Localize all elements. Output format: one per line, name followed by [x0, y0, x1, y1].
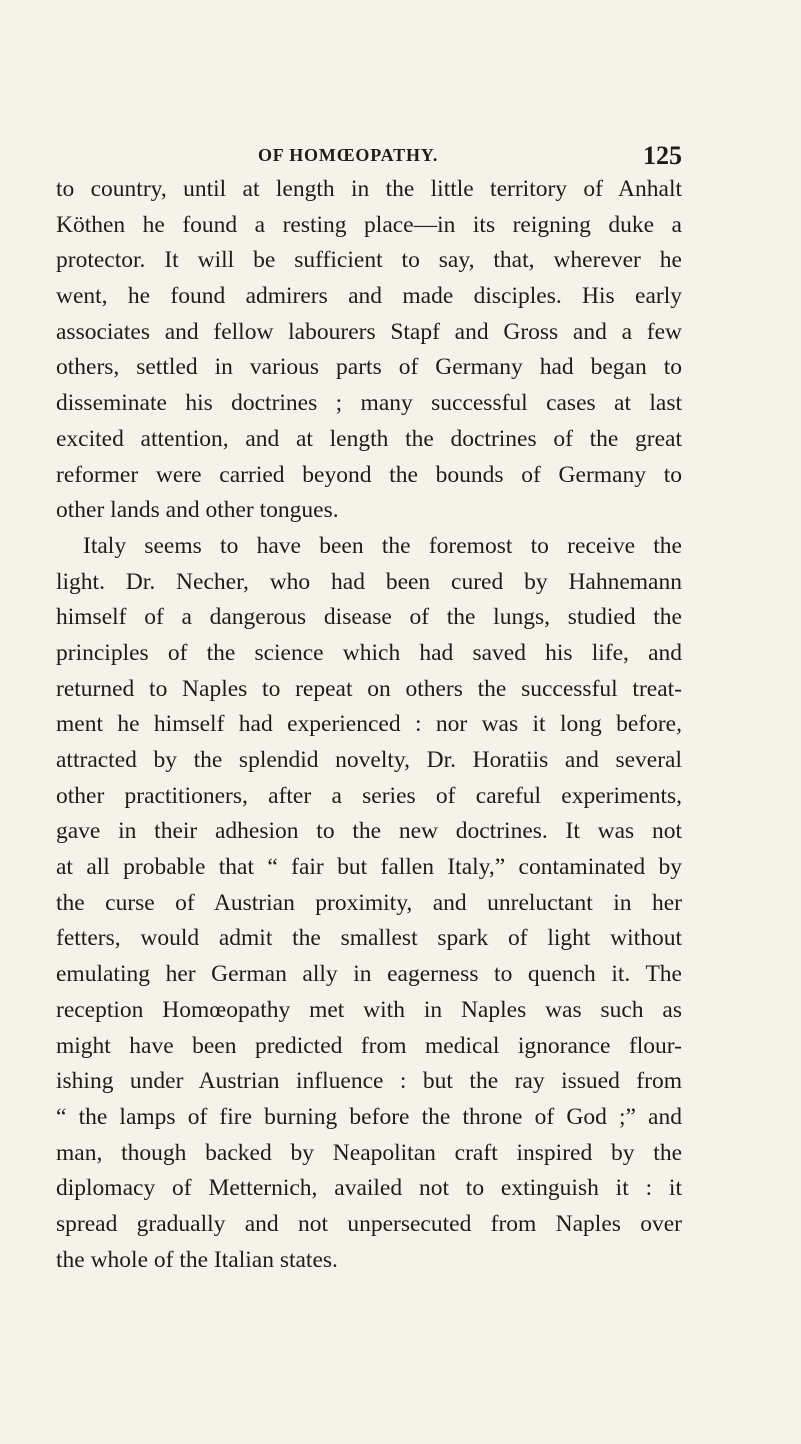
running-title: OF HOMŒOPATHY. — [258, 145, 439, 165]
text-line: principles of the science which had saved his life, and — [56, 639, 682, 666]
text-line: emulating her German ally in eagerness to quench it. The — [56, 961, 682, 988]
text-line: disseminate his doctrines ; many successful cases at last — [56, 390, 682, 417]
paragraph-start-line: Italy seems to have been the foremost to receive the — [83, 532, 682, 559]
text-line: himself of a dangerous disease of the lungs, studied the — [56, 604, 682, 631]
text-line: returned to Naples to repeat on others the successful treat- — [56, 675, 682, 702]
text-line: the curse of Austrian proximity, and unreluctant in her — [56, 889, 682, 916]
text-line: diplomacy of Metternich, availed not to extinguish it : it — [56, 1175, 682, 1202]
paragraph-end-line: the whole of the Italian states. — [56, 1246, 338, 1273]
text-line: excited attention, and at length the doctrines of the great — [56, 425, 682, 452]
text-line: ishing under Austrian influence : but the ray issued from — [56, 1068, 682, 1095]
text-line: reception Homœopathy met with in Naples was such as — [56, 996, 682, 1023]
text-line: Köthen he found a resting place—in its reigning duke a — [56, 211, 682, 238]
running-head — [56, 141, 682, 170]
text-line: spread gradually and not unpersecuted from Naples over — [56, 1210, 682, 1237]
text-line: went, he found admirers and made disciples. His early — [56, 283, 682, 310]
text-line: others, settled in various parts of Germany had began to — [56, 354, 682, 381]
page-number: 125 — [643, 141, 682, 170]
text-line: attracted by the splendid novelty, Dr. Horatiis and several — [56, 747, 682, 773]
text-line: protector. It will be sufficient to say, that, wherever he — [56, 247, 682, 274]
text-line: at all probable that “ fair but fallen Italy,” contaminated by — [56, 854, 682, 881]
text-line: other practitioners, after a series of careful experiments, — [56, 782, 682, 809]
text-line: to country, until at length in the little territory of Anhalt — [56, 176, 682, 202]
text-line: man, though backed by Neapolitan craft inspired by the — [56, 1139, 682, 1166]
text-line: light. Dr. Necher, who had been cured by Hahnemann — [56, 568, 682, 595]
paragraph-end-line: other lands and other tongues. — [56, 497, 339, 524]
text-line: “ the lamps of fire burning before the throne of God ;” and — [56, 1103, 682, 1130]
text-line: ment he himself had experienced : nor was it long before, — [56, 711, 682, 738]
body-text — [56, 172, 682, 1278]
text-line: associates and fellow labourers Stapf and Gross and a few — [56, 318, 682, 345]
text-line: reformer were carried beyond the bounds of Germany to — [56, 461, 682, 488]
text-line: fetters, would admit the smallest spark of light without — [56, 925, 682, 952]
text-line: might have been predicted from medical ignorance flour- — [56, 1032, 682, 1059]
text-line: gave in their adhesion to the new doctrines. It was not — [56, 818, 682, 845]
